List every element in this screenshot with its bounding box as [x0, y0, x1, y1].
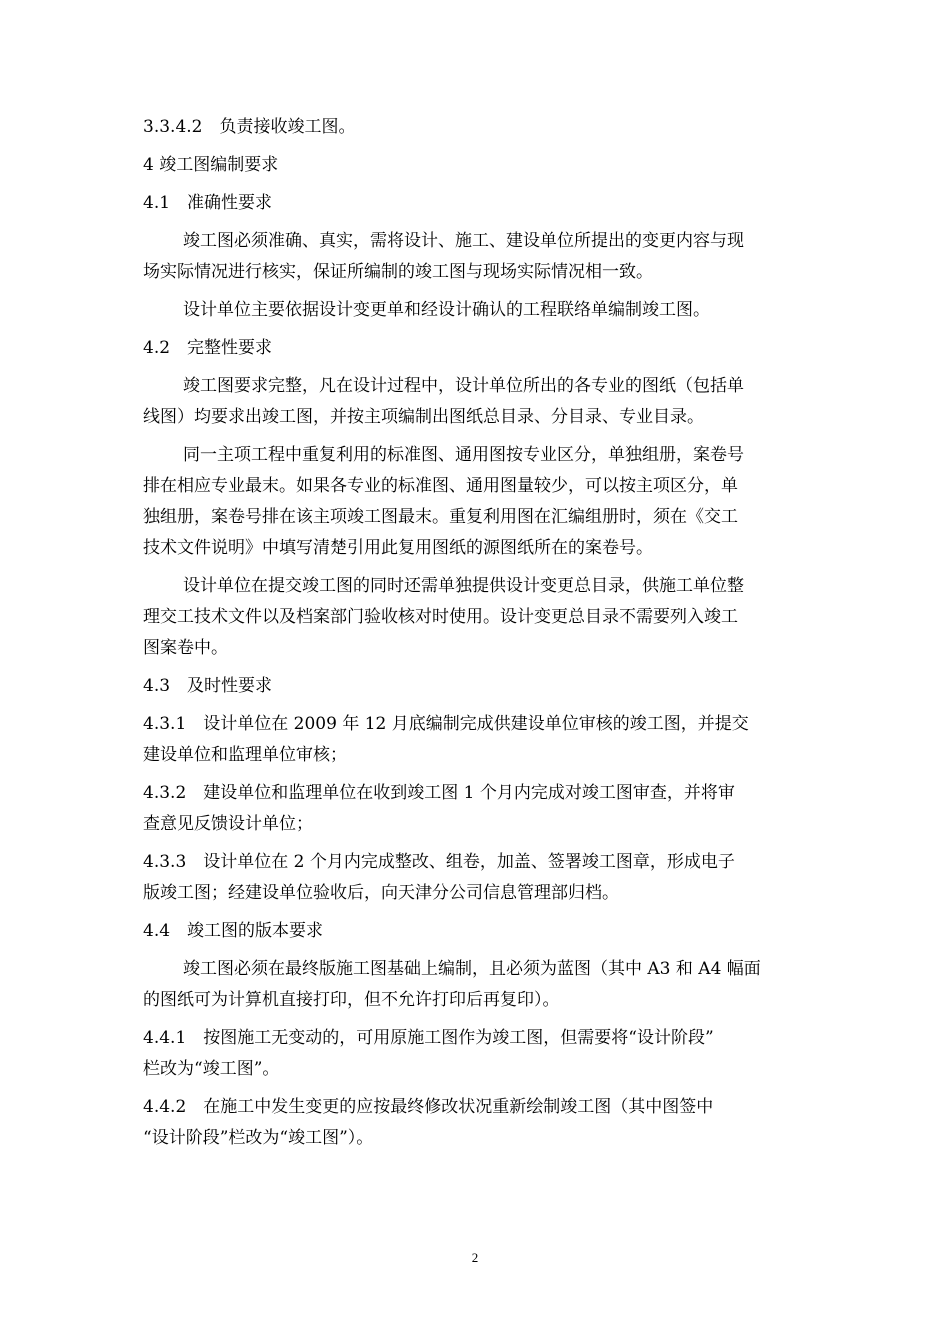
line-gap — [143, 288, 811, 295]
text-line: 的图纸可为计算机直接打印，但不允许打印后再复印）。 — [143, 990, 560, 1010]
text-line: 4.2 完整性要求 — [143, 338, 273, 358]
document-body — [143, 112, 811, 1154]
text-line: 4.3.1 设计单位在 2009 年 12 月底编制完成供建设单位审核的竣工图，并提交 — [143, 714, 749, 734]
line-gap — [143, 564, 811, 571]
line-gap — [143, 771, 811, 778]
text-line: 3.3.4.2 负责接收竣工图。 — [143, 117, 356, 137]
text-line: 查意见反馈设计单位； — [143, 814, 313, 834]
line-gap — [143, 364, 811, 371]
line-gap — [143, 909, 811, 916]
text-line: 设计单位在提交竣工图的同时还需单独提供设计变更总目录，供施工单位整 — [183, 576, 744, 596]
text-line: 竣工图必须准确、真实，需将设计、施工、建设单位所提出的变更内容与现 — [183, 231, 744, 251]
text-line: 4.4 竣工图的版本要求 — [143, 921, 324, 941]
text-line: 线图）均要求出竣工图，并按主项编制出图纸总目录、分目录、专业目录。 — [143, 407, 704, 427]
line-gap — [143, 181, 811, 188]
line-gap — [143, 433, 811, 440]
text-line: 4.3.2 建设单位和监理单位在收到竣工图 1 个月内完成对竣工图审查，并将审 — [143, 783, 735, 803]
text-line: 4.3 及时性要求 — [143, 676, 273, 696]
text-line: 4.1 准确性要求 — [143, 193, 273, 213]
text-line: 图案卷中。 — [143, 638, 228, 658]
text-line: 栏改为“竣工图”。 — [143, 1059, 280, 1079]
line-gap — [143, 1085, 811, 1092]
text-line: 技术文件说明》中填写清楚引用此复用图纸的源图纸所在的案卷号。 — [143, 538, 653, 558]
line-gap — [143, 326, 811, 333]
text-line: 版竣工图；经建设单位验收后，向天津分公司信息管理部归档。 — [143, 883, 619, 903]
text-line: 独组册，案卷号排在该主项竣工图最末。重复利用图在汇编组册时，须在《交工 — [143, 507, 738, 527]
text-line: 4.3.3 设计单位在 2 个月内完成整改、组卷，加盖、签署竣工图章，形成电子 — [143, 852, 735, 872]
text-line: 同一主项工程中重复利用的标准图、通用图按专业区分，单独组册，案卷号 — [183, 445, 744, 465]
text-line: 排在相应专业最末。如果各专业的标准图、通用图量较少，可以按主项区分，单 — [143, 476, 738, 496]
text-line: 场实际情况进行核实，保证所编制的竣工图与现场实际情况相一致。 — [143, 262, 653, 282]
text-line: 设计单位主要依据设计变更单和经设计确认的工程联络单编制竣工图。 — [183, 300, 710, 320]
line-gap — [143, 219, 811, 226]
text-line: 建设单位和监理单位审核； — [143, 745, 347, 765]
line-gap — [143, 702, 811, 709]
text-line: “设计阶段”栏改为“竣工图”）。 — [143, 1128, 374, 1148]
line-gap — [143, 664, 811, 671]
line-gap — [143, 1016, 811, 1023]
text-line: 4.4.2 在施工中发生变更的应按最终修改状况重新绘制竣工图（其中图签中 — [143, 1097, 714, 1117]
line-gap — [143, 947, 811, 954]
line-gap — [143, 840, 811, 847]
text-line: 竣工图必须在最终版施工图基础上编制，且必须为蓝图（其中 A3 和 A4 幅面 — [183, 959, 761, 979]
text-line: 4 竣工图编制要求 — [143, 155, 279, 175]
page-number: 2 — [471, 1250, 479, 1265]
text-line: 4.4.1 按图施工无变动的，可用原施工图作为竣工图，但需要将“设计阶段” — [143, 1028, 714, 1048]
text-line: 竣工图要求完整，凡在设计过程中，设计单位所出的各专业的图纸（包括单 — [183, 376, 744, 396]
text-line: 理交工技术文件以及档案部门验收核对时使用。设计变更总目录不需要列入竣工 — [143, 607, 738, 627]
line-gap — [143, 143, 811, 150]
